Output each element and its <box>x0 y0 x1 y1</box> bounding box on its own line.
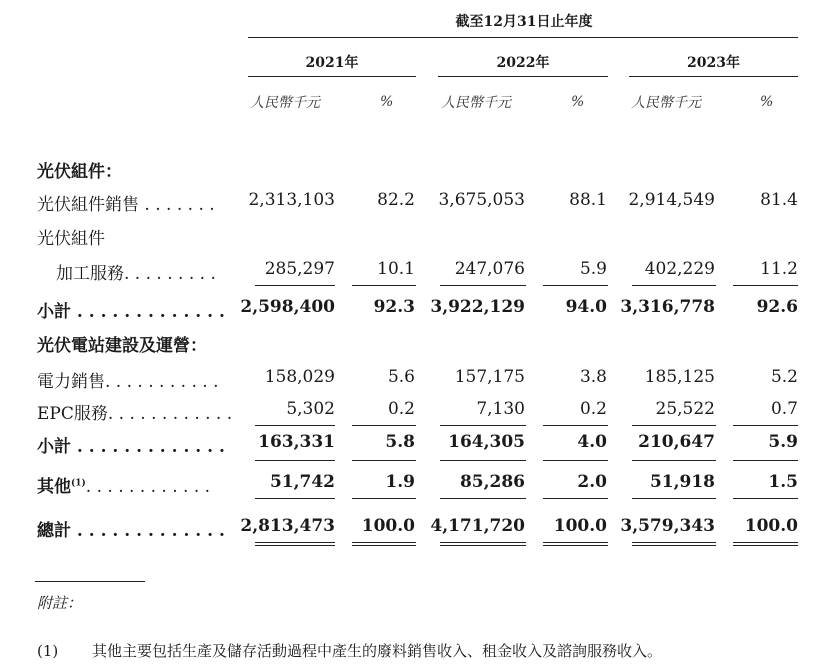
unit-amount-2021: 人民幣千元 <box>250 95 320 111</box>
rule-2021-pct <box>352 498 416 499</box>
note-marker: (1) <box>37 642 59 660</box>
double-rule-2022-amount <box>440 542 526 546</box>
row-label: 光伏組件銷售 . . . . . . . <box>37 195 215 215</box>
others-dots: . . . . . . . . . . . . <box>85 477 211 497</box>
amount-2021: 51,742 <box>269 472 335 492</box>
double-rule-2021-amount <box>255 542 335 546</box>
year-header-2023: 2023年 <box>687 55 740 71</box>
period-rule <box>248 37 798 38</box>
pct-2022: 2.0 <box>577 472 607 492</box>
pct-2021: 10.1 <box>377 259 415 279</box>
amount-2023: 402,229 <box>644 259 715 279</box>
amount-2023: 210,647 <box>638 432 715 452</box>
amount-2022: 164,305 <box>448 432 525 452</box>
note-text: 其他主要包括生產及儲存活動過程中產生的廢料銷售收入、租金收入及諮詢服務收入。 <box>92 642 663 660</box>
unit-amount-2023: 人民幣千元 <box>631 95 701 111</box>
rule-2023-pct <box>733 460 798 461</box>
amount-2022: 247,076 <box>454 259 525 279</box>
row-label: 總計 . . . . . . . . . . . . . <box>37 521 225 541</box>
rule-2022-amount <box>440 425 526 426</box>
pct-2023: 1.5 <box>768 472 798 492</box>
amount-2022: 157,175 <box>454 367 525 387</box>
row-label: 小計 . . . . . . . . . . . . . <box>37 437 225 457</box>
pct-2022: 88.1 <box>569 190 607 210</box>
rule-2022-pct <box>543 425 608 426</box>
pct-2023: 100.0 <box>744 516 798 536</box>
pct-2021: 92.3 <box>373 297 415 317</box>
amount-2021: 2,598,400 <box>240 297 335 317</box>
pct-2022: 3.8 <box>579 367 607 387</box>
pct-2021: 100.0 <box>361 516 415 536</box>
pct-2021: 5.6 <box>387 367 415 387</box>
pct-2021: 1.9 <box>385 472 415 492</box>
unit-pct-2023: % <box>760 94 774 110</box>
row-label: 小計 . . . . . . . . . . . . . <box>37 302 225 322</box>
rule-2021-amount <box>255 285 335 286</box>
pct-2022: 0.2 <box>579 399 607 419</box>
pct-2021: 5.8 <box>385 432 415 452</box>
amount-2023: 2,914,549 <box>628 190 715 210</box>
rule-2021-amount <box>255 498 335 499</box>
row-label-line2: 加工服務. . . . . . . . . <box>56 264 216 284</box>
rule-2022-pct <box>543 498 608 499</box>
rule-2022-amount <box>440 498 526 499</box>
double-rule-2023-amount <box>632 542 716 546</box>
pct-2021: 0.2 <box>387 399 415 419</box>
pct-2022: 5.9 <box>579 259 607 279</box>
others-label: 其他 <box>37 477 71 497</box>
amount-2021: 163,331 <box>258 432 335 452</box>
pct-2023: 11.2 <box>760 259 798 279</box>
notes-heading: 附註： <box>37 594 83 612</box>
unit-pct-2021: % <box>380 94 394 110</box>
row-label: 電力銷售. . . . . . . . . . . <box>37 372 219 392</box>
rule-2023-amount <box>632 285 716 286</box>
period-header: 截至12月31日止年度 <box>455 14 593 30</box>
double-rule-2021-pct <box>352 542 416 546</box>
amount-2023: 3,316,778 <box>620 297 715 317</box>
notes-separator <box>35 581 145 582</box>
rule-2021-pct <box>352 425 416 426</box>
rule-2023-pct <box>733 498 798 499</box>
amount-2022: 85,286 <box>459 472 525 492</box>
year-rule-2023 <box>629 76 798 77</box>
amount-2021: 2,313,103 <box>248 190 335 210</box>
rule-2022-amount <box>440 285 526 286</box>
rule-2023-pct <box>733 285 798 286</box>
amount-2022: 3,922,129 <box>430 297 525 317</box>
amount-2021: 5,302 <box>286 399 335 419</box>
double-rule-2023-pct <box>733 542 798 546</box>
amount-2021: 285,297 <box>264 259 335 279</box>
amount-2022: 3,675,053 <box>438 190 525 210</box>
row-label-line1: 光伏組件 <box>37 229 105 249</box>
amount-2021: 2,813,473 <box>240 516 335 536</box>
year-rule-2021 <box>248 76 416 77</box>
pct-2022: 100.0 <box>553 516 607 536</box>
rule-2023-amount <box>632 460 716 461</box>
rule-2023-amount <box>632 498 716 499</box>
double-rule-2022-pct <box>543 542 608 546</box>
pct-2023: 92.6 <box>756 297 798 317</box>
rule-2022-pct <box>543 460 608 461</box>
amount-2022: 4,171,720 <box>430 516 525 536</box>
pct-2023: 0.7 <box>770 399 798 419</box>
unit-pct-2022: % <box>571 94 585 110</box>
section-pv-modules: 光伏組件： <box>37 162 122 182</box>
amount-2023: 185,125 <box>644 367 715 387</box>
rule-2022-pct <box>543 285 608 286</box>
pct-2023: 5.2 <box>770 367 798 387</box>
pct-2022: 94.0 <box>565 297 607 317</box>
rule-2021-amount <box>255 460 335 461</box>
unit-amount-2022: 人民幣千元 <box>441 95 511 111</box>
amount-2023: 51,918 <box>649 472 715 492</box>
pct-2022: 4.0 <box>577 432 607 452</box>
note-ref: (1) <box>71 478 86 489</box>
pct-2023: 81.4 <box>760 190 798 210</box>
rule-2021-pct <box>352 460 416 461</box>
amount-2021: 158,029 <box>264 367 335 387</box>
year-header-2022: 2022年 <box>496 55 550 71</box>
rule-2022-amount <box>440 460 526 461</box>
rule-2023-pct <box>733 425 798 426</box>
year-rule-2022 <box>438 76 608 77</box>
amount-2023: 25,522 <box>655 399 715 419</box>
section-power-station: 光伏電站建設及運營： <box>37 336 207 356</box>
amount-2022: 7,130 <box>476 399 525 419</box>
rule-2021-amount <box>255 425 335 426</box>
pct-2021: 82.2 <box>377 190 415 210</box>
rule-2021-pct <box>352 285 416 286</box>
rule-2023-amount <box>632 425 716 426</box>
year-header-2021: 2021年 <box>305 55 359 71</box>
row-label <box>37 472 210 497</box>
row-label: EPC服務. . . . . . . . . . . . <box>37 404 233 424</box>
amount-2023: 3,579,343 <box>620 516 715 536</box>
pct-2023: 5.9 <box>768 432 798 452</box>
